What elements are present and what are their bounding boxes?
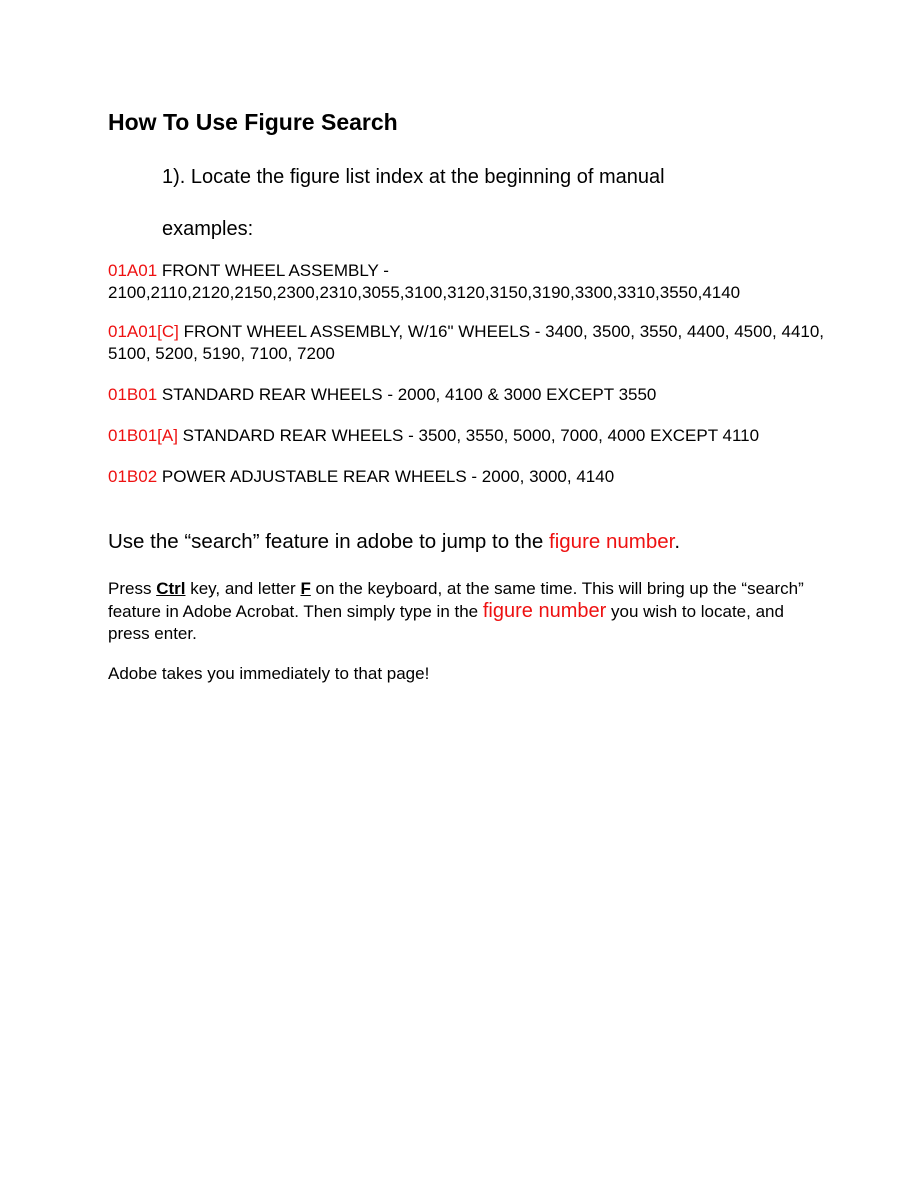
figure-description: STANDARD REAR WHEELS - 3500, 3550, 5000, 7000, 4000 EXCEPT 4110 xyxy=(177,426,760,445)
step-1-text: 1). Locate the figure list index at the beginning of manual xyxy=(162,166,665,188)
figure-code: 01B01 xyxy=(108,385,158,404)
page-title: How To Use Figure Search xyxy=(108,109,398,135)
keyboard-instructions xyxy=(108,578,818,645)
search-instruction-end: . xyxy=(674,530,681,553)
examples-label: examples: xyxy=(162,218,254,240)
search-instruction xyxy=(108,529,680,554)
figure-entry xyxy=(108,260,828,304)
figure-description: FRONT WHEEL ASSEMBLY - 2100,2110,2120,2150,2300,2310,3055,3100,3120,3150,3190,3300,3310,3550,4140 xyxy=(108,261,741,302)
figure-description: FRONT WHEEL ASSEMBLY, W/16" WHEELS - 3400, 3500, 3550, 4400, 4500, 4410, 5100, 5200, 5190, 7100, 7200 xyxy=(108,322,825,363)
figure-number-highlight: figure number xyxy=(482,600,607,622)
figure-description: STANDARD REAR WHEELS - 2000, 4100 & 3000 EXCEPT 3550 xyxy=(157,385,657,404)
figure-code: 01A01 xyxy=(108,261,158,280)
search-instruction-text: Use the “search” feature in adobe to jump to the xyxy=(108,530,550,553)
figure-entry xyxy=(108,466,828,488)
f-key-label: F xyxy=(300,579,311,598)
figure-entry xyxy=(108,384,828,406)
figure-entry xyxy=(108,425,828,447)
instruction-text: key, and letter xyxy=(185,579,301,598)
figure-code: 01B02 xyxy=(108,467,158,486)
figure-code: 01B01[A] xyxy=(108,426,178,445)
figure-entry xyxy=(108,321,828,365)
figure-code: 01A01[C] xyxy=(108,322,179,341)
figure-description: POWER ADJUSTABLE REAR WHEELS - 2000, 3000, 4140 xyxy=(157,467,615,486)
ctrl-key-label: Ctrl xyxy=(156,579,186,598)
instruction-text: Press xyxy=(108,579,157,598)
instruction-text: on the keyboard, at the same time. This will bring up the “search” feature in Adobe Acrobat. Then simply type in the xyxy=(108,579,804,621)
figure-number-highlight: figure number xyxy=(549,530,675,553)
instruction-text: you wish to locate, and press enter. xyxy=(108,602,784,643)
closing-note: Adobe takes you immediately to that page! xyxy=(108,664,430,683)
